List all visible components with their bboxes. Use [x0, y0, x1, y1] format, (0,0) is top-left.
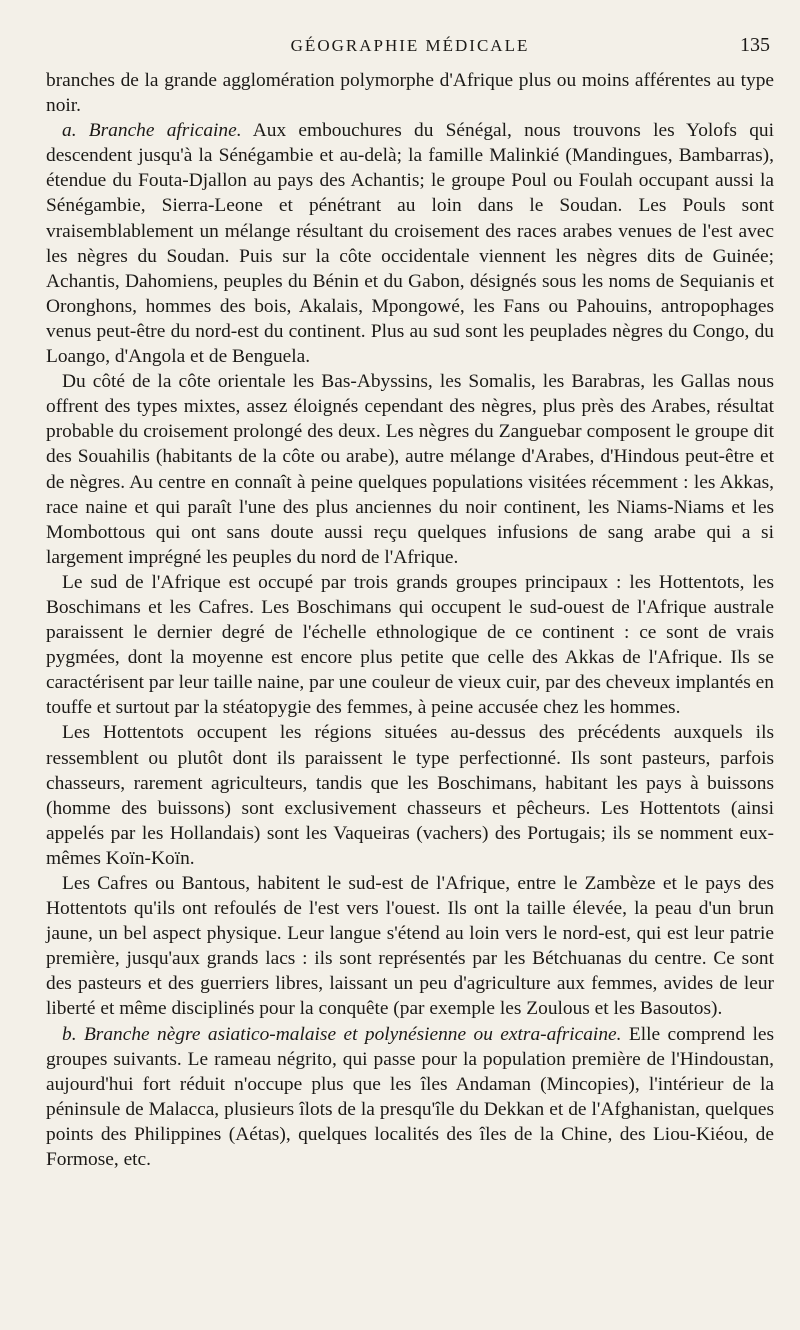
paragraph-5-text: Les Hottentots occupent les régions situées au-dessus des précédents auxquels ils ressemblent ou plutôt dont ils paraissent le type perfectionné. Ils sont pasteurs, parfois chasseurs, rarement agriculteurs, tandis que les Boschimans, habitant les pays à buissons (homme des buissons) sont exclusivement chasseurs et pêcheurs. Les Hottentots (ainsi appelés par les Hollandais) sont les Vaqueiras (vachers) des Portugais; ils se nomment eux-mêmes Koïn-Koïn. — [46, 722, 774, 869]
paragraph-4-text: Le sud de l'Afrique est occupé par trois grands groupes principaux : les Hottentots, les Boschimans et les Cafres. Les Boschimans qui occupent le sud-ouest de l'Afrique australe paraissent le dernier degré de l'échelle ethnologique de ce continent : ce sont de vrais pygmées, dont la moyenne est encore plus petite que celle des Akkas de l'Afrique. Ils se caractérisent par leur taille naine, par une couleur de vieux cuir, par des cheveux implantés en touffe et surtout par la stéatopygie des femmes, à peine accusée chez les hommes. — [46, 571, 774, 719]
paragraph-1 — [46, 68, 774, 118]
paragraph-5 — [46, 720, 774, 871]
paragraph-7-text: Elle comprend les groupes suivants. Le rameau négrito, qui passe pour la population première de l'Hindoustan, aujourd'hui fort réduit n'occupe plus que les îles Andaman (Mincopies), l'intérieur de la péninsule de Malacca, plusieurs îlots de la presqu'île du Dekkan et de l'Afghanistan, quelques points des Philippines (Aétas), quelques localités des îles de la Chine, des Liou-Kiéou, de Formose, etc. — [46, 1023, 774, 1171]
section-b-heading: b. Branche nègre asiatico-malaise et polynésienne ou extra-africaine. — [62, 1023, 622, 1045]
paragraph-2 — [46, 118, 774, 369]
paragraph-4 — [46, 570, 774, 721]
section-a-heading: a. Branche africaine. — [62, 120, 242, 142]
paragraph-3 — [46, 369, 774, 570]
paragraph-2-text: Aux embouchures du Sénégal, nous trouvons les Yolofs qui descendent jusqu'à la Sénégambie et au-delà; la famille Malinkié (Mandingues, Bambarras), étendue du Fouta-Djallon au pays des Achantis; le groupe Poul ou Foulah occupant aussi la Sénégambie, Sierra-Leone et pénétrant au loin dans le Soudan. Les Pouls sont vraisemblablement un mélange résultant du croisement des races arabes venues de l'est avec les nègres du Soudan. Puis sur la côte occidentale viennent les nègres dits de Guinée; Achantis, Dahomiens, peuples du Bénin et du Gabon, désignés sous les noms de Sequianis et Oronghons, hommes des bois, Akalais, Mpongowé, les Fans ou Pahouins, antropophages venus peut-être du nord-est du continent. Plus au sud sont les peuplades nègres du Congo, du Loango, d'Angola et de Benguela. — [46, 120, 774, 368]
paragraph-1-text: branches de la grande agglomération polymorphe d'Afrique plus ou moins afférentes au type noir. — [46, 70, 774, 117]
running-title: GÉOGRAPHIE MÉDICALE — [290, 36, 530, 55]
paragraph-6-text: Les Cafres ou Bantous, habitent le sud-est de l'Afrique, entre le Zambèze et le pays des Hottentots qu'ils ont refoulés de l'est vers l'ouest. Ils ont la taille élevée, la peau d'un brun jaune, un bel aspect physique. Leur langue s'étend au loin vers le nord-est, qui est leur patrie première, jusqu'aux grands lacs : ils sont représentés par les Bétchuanas du centre. Ce sont des pasteurs et des guerriers libres, laissant un peu d'agriculture aux femmes, avides de leur liberté et même disciplinés pour la conquête (par exemple les Zoulous et les Basoutos). — [46, 873, 774, 1020]
page-number: 135 — [740, 34, 770, 56]
page-header — [46, 24, 774, 68]
body-text — [46, 68, 774, 1172]
paragraph-7 — [46, 1022, 774, 1173]
paragraph-6 — [46, 871, 774, 1022]
paragraph-3-text: Du côté de la côte orientale les Bas-Abyssins, les Somalis, les Barabras, les Gallas nous offrent des types mixtes, assez éloignés cependant des nègres, plus près des Arabes, résultat probable du croisement prolongé des deux. Les nègres du Zanguebar composent le groupe dit des Souahilis (habitants de la côte ou arabe), autre mélange d'Arabes, d'Hindous peut-être et de nègres. Au centre en connaît à peine quelques populations visitées récemment : les Akkas, race naine et qui paraît l'une des plus anciennes du noir continent, les Niams-Niams et les Mombottous qui ont sans doute aussi reçu quelques infusions de sang arabe qui a si largement imprégné les peuples du nord de l'Afrique. — [46, 371, 774, 568]
